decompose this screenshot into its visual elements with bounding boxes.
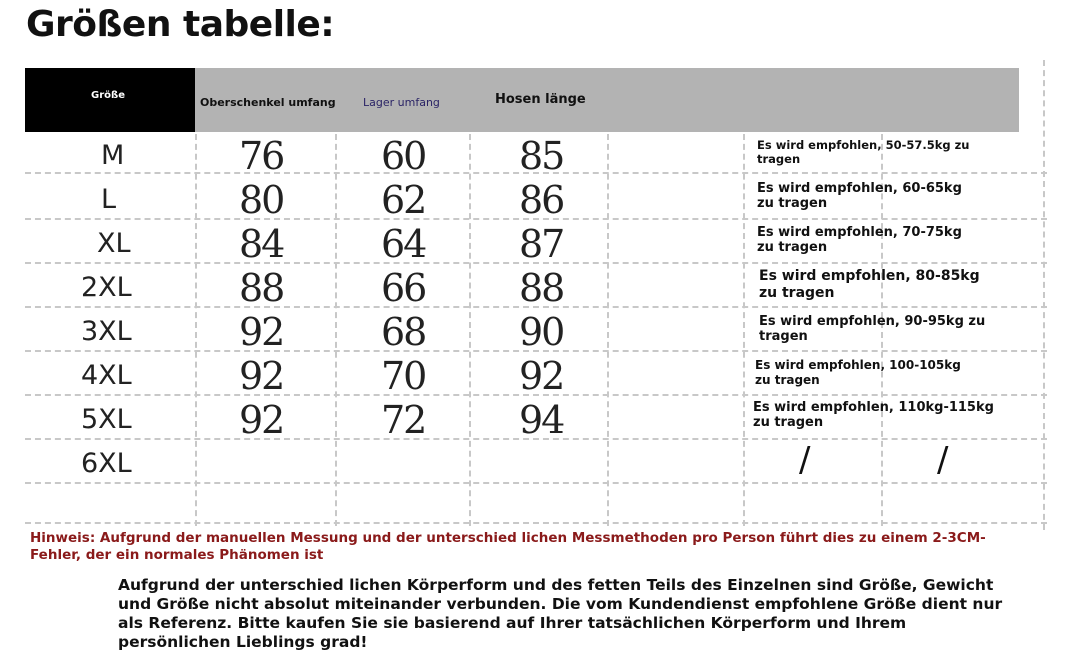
header-size: Größe [91,90,125,101]
size-label: L [101,184,117,215]
recommendation: Es wird empfohlen, 50-57.5kg zu tragen [757,138,970,166]
length-value: 94 [519,398,564,442]
length-value: 86 [519,178,564,222]
empty-slash: / [799,440,811,480]
size-label: 5XL [81,404,132,435]
grid-line [25,522,1047,524]
recommendation: Es wird empfohlen, 100-105kg zu tragen [755,358,961,387]
recommendation: Es wird empfohlen, 70-75kg zu tragen [757,225,962,255]
table-row [25,266,1047,310]
hip-value: 62 [381,178,426,222]
size-advice: Aufgrund der unterschied lichen Körperform und des fetten Teils des Einzelnen sind Größe, Gewicht und Größe nicht absolut miteinander verbunden. Die vom Kundendienst empfohlene Größe dient nur als Referenz. Bitte kaufen Sie sie basierend auf Ihrer tatsächlichen Körperform und Ihrem persönlichen Lieblings grad! [118,576,1003,651]
table-row [25,398,1047,442]
hip-value: 70 [381,354,426,398]
size-label: 4XL [81,360,132,391]
hip-value: 64 [381,222,426,266]
length-value: 88 [519,266,564,310]
table-row [25,442,1047,486]
hip-value: 66 [381,266,426,310]
thigh-value: 80 [239,178,284,222]
header-hip: Lager umfang [363,96,440,109]
header-length: Hosen länge [495,92,586,107]
hip-value: 72 [381,398,426,442]
thigh-value: 92 [239,310,284,354]
length-value: 90 [519,310,564,354]
size-label: XL [97,228,131,259]
thigh-value: 88 [239,266,284,310]
size-label: 3XL [81,316,132,347]
page-title: Größen tabelle: [26,4,335,45]
table-row [25,310,1047,354]
thigh-value: 76 [239,134,284,178]
size-label: 2XL [81,272,132,303]
table-row [25,178,1047,222]
measurement-note: Hinweis: Aufgrund der manuellen Messung und der unterschied lichen Messmethoden pro Person führt dies zu einem 2-3CM-Fehler, der ein normales Phänomen ist [30,530,986,563]
empty-slash: / [937,440,949,480]
table-row [25,134,1047,178]
recommendation: Es wird empfohlen, 80-85kg zu tragen [759,268,980,301]
recommendation: Es wird empfohlen, 110kg-115kg zu tragen [753,400,994,430]
length-value: 85 [519,134,564,178]
hip-value: 60 [381,134,426,178]
hip-value: 68 [381,310,426,354]
header-thigh: Oberschenkel umfang [200,96,336,109]
table-row [25,354,1047,398]
length-value: 87 [519,222,564,266]
size-label: M [101,140,125,171]
size-label: 6XL [81,448,132,479]
thigh-value: 92 [239,398,284,442]
recommendation: Es wird empfohlen, 60-65kg zu tragen [757,181,962,211]
size-table [25,66,1047,528]
thigh-value: 92 [239,354,284,398]
thigh-value: 84 [239,222,284,266]
recommendation: Es wird empfohlen, 90-95kg zu tragen [759,314,986,344]
length-value: 92 [519,354,564,398]
table-row [25,222,1047,266]
